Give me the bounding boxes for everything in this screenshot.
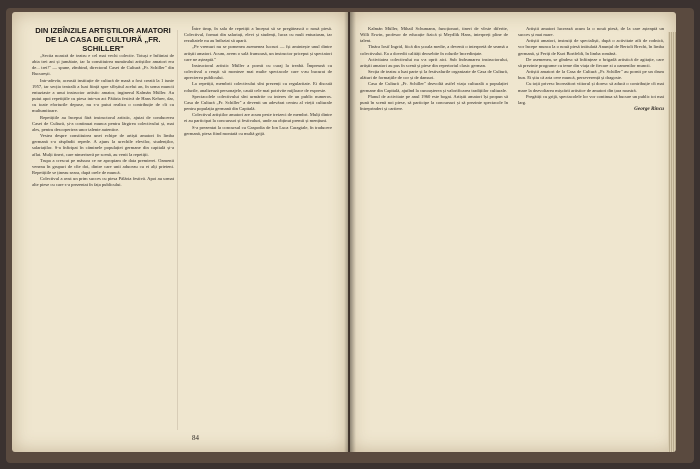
page-edges — [668, 32, 676, 452]
column-2 — [184, 26, 332, 137]
paragraph: S-a prezentat la concursul cu Gaspodia de Ion Luca Caragiale, în traducere germană, piesa fiind montată cu multă grijă. — [184, 124, 332, 136]
paragraph: Colectivul a avut un prim succes cu piesa Pălăria festivă. Apoi au urmat alte piese cu care s-a prezentat în fața publicului. — [32, 176, 174, 188]
paragraph: Activitatea colectivului nu s-a oprit aici. Sub îndrumarea instructorului, artiștii amatori au pus în scenă și piese din repertoriul clasic german. — [360, 56, 508, 68]
paragraph: Intr-adevăr, această instituție de cultură de masă a fost creată la 1 iunie 1957, iar secția teatrală a luat ființă spre sfîrșitul acelui an, în urma muncii entuziaste a unui instructor artistic amator, inginerul Kalmán Müller. Au putut apoi repetițiile cu piesa intr-un act Păiăria festivă de Hans Kehrer, dar, cu toate eforturile depuse, nu s-a putut realiza o contribuție de cît cu multumitoare. — [32, 77, 174, 114]
paragraph: Artiștii amatori, instruiți de specialiști, după o activitate atît de rodnică, vor începe munca la o nouă piesă intitulată Anunțul de Bertolt Brecht, în limba germană, și Feriți de Kurt Bortfeldt, în limba română. — [518, 38, 664, 56]
paragraph: Casa de Cultură „Fr. Schiller" dezvoltă astfel viața culturală a populației germane din Capitală, ajutînd la cunoașterea și valorificarea tradițiilor culturale. — [360, 81, 508, 93]
paragraph: Trupa a crescut pe măsura ce ne apropiam de data premierei. Oamenii veneau în grupuri de cîte doi, dintre care unii aduceau cu ei alți prieteni. Repetițiile se țineau seara, după orele de muncă. — [32, 157, 174, 175]
paragraph: La repetiții, membrii colectivului sînt prezenți cu regularitate. Ei discută rolurile, analizează personajele, caută cele mai potrivite mijloace de expresie. — [184, 81, 332, 93]
paragraph: Pregătiți cu grijă, spectacolele lor vor continua să bucure un public tot mai larg. — [518, 93, 664, 105]
author-signature: George Rîncu — [634, 106, 664, 113]
column-divider — [177, 30, 178, 430]
paragraph: De asemenea, se gîndesc să înființeze o brigadă artistică de agitație, care să prezinte programe cu teme din viața de fiecare zi a oamenilor muncii. — [518, 56, 664, 68]
paragraph: Între timp, în sala de repetiții a început să se pregătească o nouă piesă. Colectivul, format din salariați, elevi și studenți, lucra cu mult entuziasm, iar rezultatele nu au întîrziat să apară. — [184, 26, 332, 44]
paragraph: Colectivul artiștilor amatori are acum peste treizeci de membri. Mulți dintre ei au participat la concursuri și festivaluri, unde au obținut premii și mențiuni. — [184, 112, 332, 124]
paragraph: Secția de teatru a luat parte și la festivalurile organizate de Casa de Cultură, alături de formațiile de cor și de dansuri. — [360, 69, 508, 81]
column-1 — [32, 26, 174, 188]
paragraph: Artiștii amatori lucrează acum la o nouă piesă, de la care așteaptă un succes și mai mare. — [518, 26, 664, 38]
article-title: DIN IZBÎNZILE ARTIȘTILOR AMATORI DE LA CASA DE CULTURĂ „FR. SCHILLER" — [35, 26, 171, 53]
paragraph: Vestea despre constituirea unei echipe de artiști amatori în limba germană s-a răspîndit repede. A ajuns la urechile elevilor, studenților, salariaților. S-a înfiripat în căminele populației germane din capitală și-a aflat. Mulți tineri, care nimeriseră pe scenă, au venit la repetiții. — [32, 133, 174, 157]
book-gutter — [344, 12, 356, 452]
paragraph: Spectacolele colectivului sînt urmărite cu interes de un public numeros. Casa de Cultură „Fr. Schiller" a devenit un adevărat centru al vieții culturale pentru populația germană din Capitală. — [184, 93, 332, 112]
paragraph: „Sectia noastră de teatru e cel mai vechi colectiv. Totuși e înfiintat de abia trei ani și jumătate, iar la constituirea numărului artiștilor amatori era de... trei!" — spune, zîmbind, directorul Casei de Cultură „Fr. Schiller" din București. — [32, 53, 174, 77]
paragraph: Cu toții privesc încrezători viitorul și doresc să aducă o contribuție cît mai mare la dezvoltarea mișcării artistice de amatori din țara noastră. — [518, 81, 664, 93]
paragraph: Planul de activitate pe anul 1960 este bogat. Artiștii amatori își propun să pună în scenă noi piese, să participe la concursuri și să prezinte spectacole în întreprinderi și cartiere. — [360, 93, 508, 112]
page-number: 84 — [192, 434, 199, 442]
paragraph: „Pe vremuri nu se pomenea asemenea lucruri — își amintește unul dintre artiștii amatori. Acum, avem o sală frumoasă, un instructor priceput și spectatori care ne așteaptă." — [184, 44, 332, 62]
column-3 — [360, 26, 508, 112]
paragraph: Artiștii amatori de la Casa de Cultură „Fr. Schiller" au pornit pe un drum bun. Ei știu că arta cere muncă, perseverență și dragoste. — [518, 69, 664, 81]
paragraph: Kalmán Müller, Mihail Schumann, funcționari, tineri de vîrste diferite, Willi Erwin, profesor de educație fizică și Meydlik Hans, interpreți pline de talent. — [360, 26, 508, 44]
paragraph: Instructorul artistic Müller a pornit cu curaj la treabă. Împreună cu colectivul a reușit să monteze mai multe spectacole care s-au bucurat de aprecierea publicului. — [184, 62, 332, 81]
right-page — [350, 12, 676, 452]
column-4 — [518, 26, 664, 112]
paragraph: Repetițiile au început fără instructorul artistic, ajutat de conducerea Casei de Cultură, și-a continuat munca pentru lărgirea colectivului și, mai ales, pentru descoperirea unor talente autentice. — [32, 114, 174, 132]
paragraph: Tînăra Iosif Ingrid, fiică din școala medie, a devenit o interpretă de seamă a colectivului. Ea a dovedit calități deosebite în rolurile încredințate. — [360, 44, 508, 56]
left-page — [12, 12, 348, 452]
